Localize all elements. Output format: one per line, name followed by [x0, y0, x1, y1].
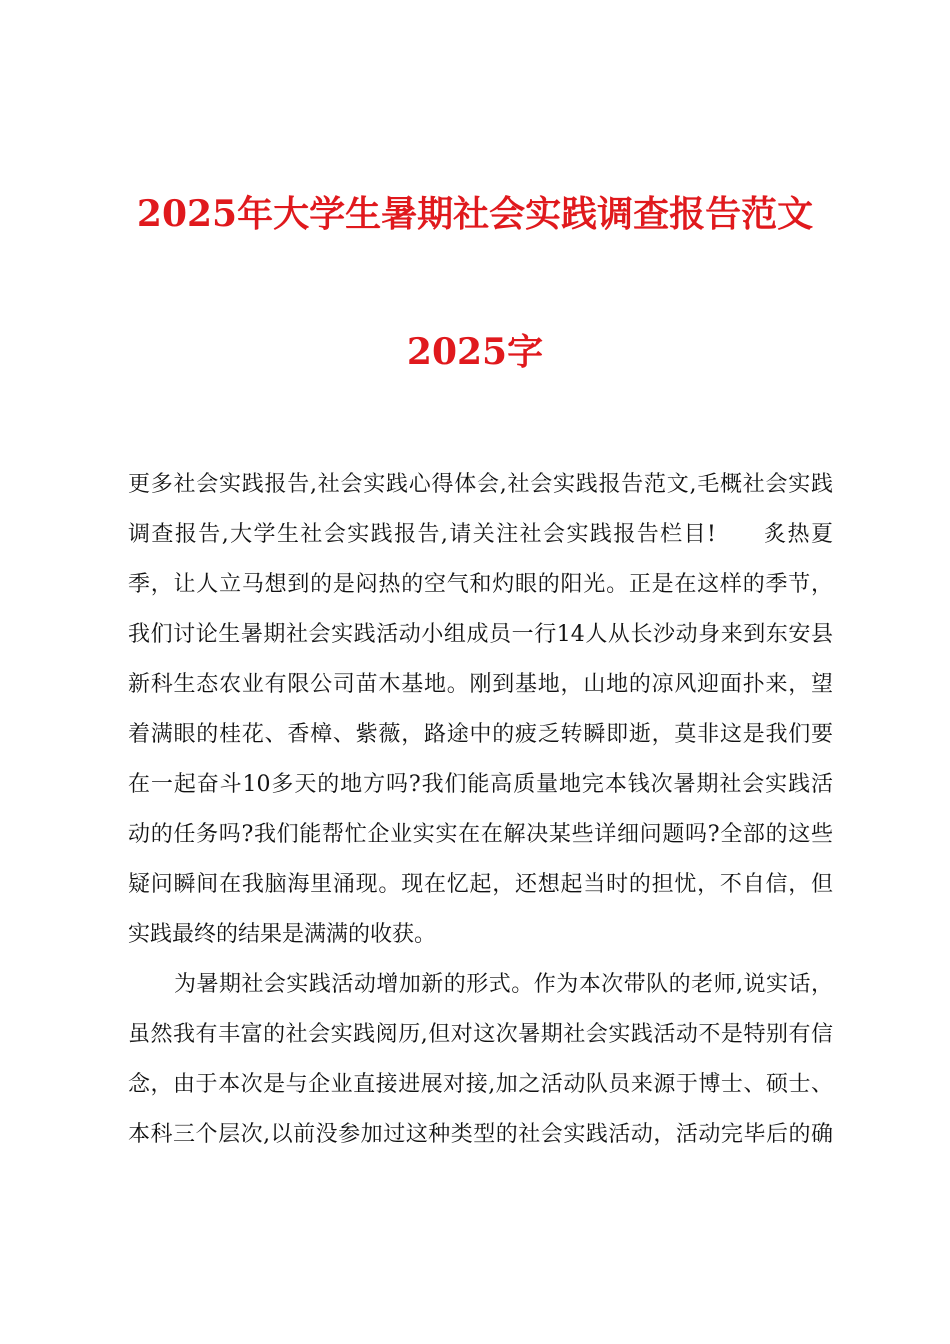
document-title-line-1: 2025年大学生暑期社会实践调查报告范文 [136, 193, 814, 235]
paragraph-1-line-4: 我们讨论生暑期社会实践活动小组成员一行14人从长沙动身来到东安县 [128, 622, 833, 647]
paragraph-2-line-4: 本科三个层次,以前没参加过这种类型的社会实践活动，活动完毕后的确 [128, 1122, 833, 1147]
paragraph-1-line-2: 调查报告,大学生社会实践报告,请关注社会实践报告栏目! 炙热夏 [128, 522, 833, 547]
paragraph-1-line-6: 着满眼的桂花、香樟、紫薇，路途中的疲乏转瞬即逝，莫非这是我们要 [128, 722, 833, 747]
paragraph-1-line-1: 更多社会实践报告,社会实践心得体会,社会实践报告范文,毛概社会实践 [128, 472, 833, 497]
paragraph-1-line-10: 实践最终的结果是满满的收获。 [128, 922, 437, 947]
paragraph-1-line-3: 季，让人立马想到的是闷热的空气和灼眼的阳光。正是在这样的季节， [128, 572, 833, 597]
paragraph-1-line-7: 在一起奋斗10多天的地方吗?我们能高质量地完本钱次暑期社会实践活 [128, 772, 833, 797]
paragraph-2-line-3: 念，由于本次是与企业直接进展对接,加之活动队员来源于博士、硕士、 [128, 1072, 833, 1097]
document-title-line-2: 2025字 [406, 331, 544, 373]
paragraph-2-line-2: 虽然我有丰富的社会实践阅历,但对这次暑期社会实践活动不是特别有信 [128, 1022, 833, 1047]
paragraph-1-line-8: 动的任务吗?我们能帮忙企业实实在在解决某些详细问题吗?全部的这些 [128, 822, 833, 847]
paragraph-2-line-1: 为暑期社会实践活动增加新的形式。作为本次带队的老师,说实话， [174, 972, 833, 997]
paragraph-1-line-5: 新科生态农业有限公司苗木基地。刚到基地，山地的凉风迎面扑来，望 [128, 672, 833, 697]
paragraph-1-line-9: 疑问瞬间在我脑海里涌现。现在忆起，还想起当时的担忧，不自信，但 [128, 872, 833, 897]
